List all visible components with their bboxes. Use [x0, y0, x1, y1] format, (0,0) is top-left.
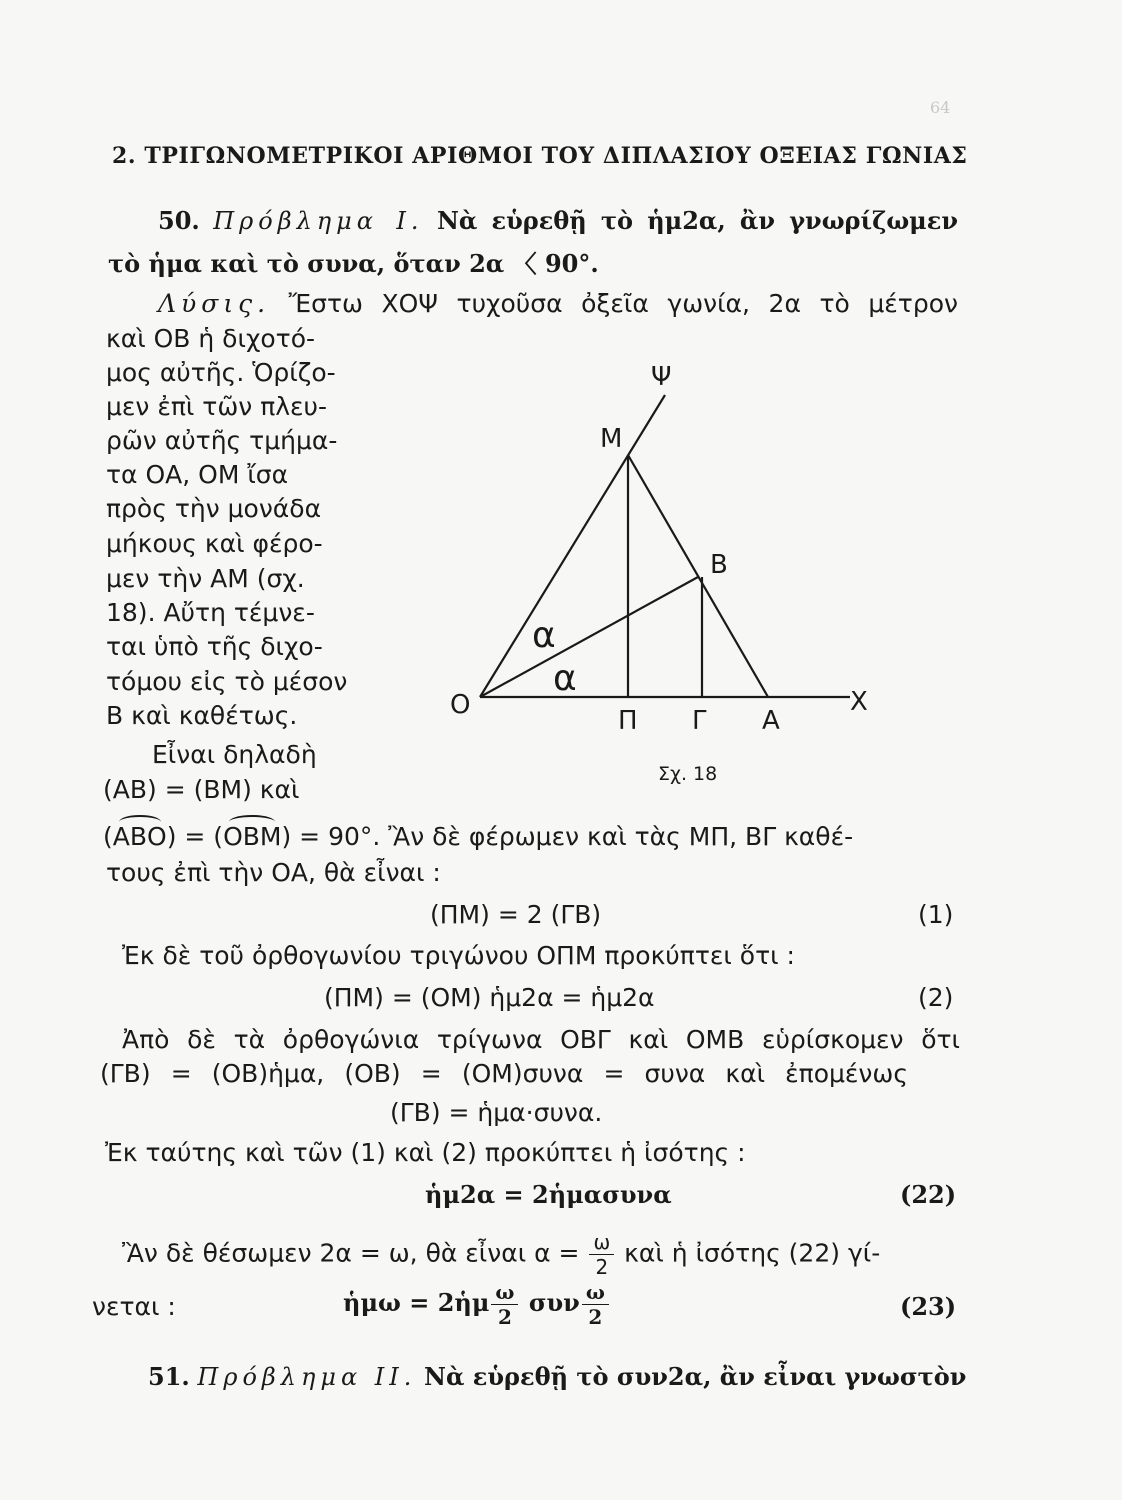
label-alpha-upper: α: [532, 615, 556, 656]
problem-51-label: Πρόβλημα ΙΙ.: [197, 1363, 417, 1391]
problem-50-label: Πρόβλημα Ι.: [213, 207, 424, 235]
label-p: Π: [618, 706, 638, 736]
tautes-line: Ἐκ ταύτης καὶ τῶν (1) καὶ (2) προκύπτει ἡ ἰσότης :: [105, 1138, 746, 1167]
problem-51-line: [148, 1362, 967, 1391]
section-title: 2. ΤΡΙΓΩΝΟΜΕΤΡΙΚΟΙ ΑΡΙΘΜΟΙ ΤΟΥ ΔΙΠΛΑΣΙΟΥ ΟΞΕΙΑΣ ΓΩΝΙΑΣ: [112, 143, 968, 169]
bisector-ob: [480, 577, 698, 697]
problem-50-line2: τὸ ἡμα καὶ τὸ συνα, ὅταν 2α 〈 90°.: [108, 249, 599, 278]
narrow-line: μος αὐτῆς. Ὁρίζο-: [106, 358, 336, 387]
equation-23: ἡμω = 2ἡμ $\frac{\omega}{2}$ συν $\frac{\omega}{2}$: [343, 1282, 611, 1327]
angle-line: (ΑΒΟ) = (ΟΒΜ) = 90°. Ἂν δὲ φέρωμεν καὶ τὰς ΜΠ, ΒΓ καθέ-: [103, 822, 854, 851]
label-a: Α: [762, 706, 780, 736]
equation-23-number: (23): [900, 1292, 957, 1321]
netai-line: νεται :: [92, 1292, 176, 1321]
figure-18: [440, 355, 910, 790]
narrow-line: μεν τὴν ΑΜ (σχ.: [106, 564, 305, 593]
kathetous-line: τους ἐπὶ τὴν ΟΑ, θὰ εἶναι :: [106, 858, 441, 887]
label-o: Ο: [450, 690, 471, 720]
solution-label: Λύσις.: [158, 289, 271, 318]
narrow-line: ρῶν αὐτῆς τμήμα-: [106, 426, 338, 455]
label-alpha-lower: α: [553, 658, 577, 699]
apo-line1: Ἀπὸ δὲ τὰ ὀρθογώνια τρίγωνα ΟΒΓ καὶ ΟΜΒ εὑρίσκομεν ὅτι: [122, 1025, 960, 1054]
ab-bm-line: (ΑΒ) = (ΒΜ) καὶ: [103, 775, 300, 804]
solution-line1: [158, 289, 958, 318]
label-x: Χ: [850, 687, 868, 717]
orthogonal-line: Ἐκ δὲ τοῦ ὀρθογωνίου τριγώνου ΟΠΜ προκύπτει ὅτι :: [122, 941, 795, 970]
angle-obm: ΟΒΜ: [223, 822, 282, 851]
equation-2: (ΠΜ) = (ΟΜ) ἡμ2α = ἡμ2α: [324, 983, 655, 1012]
equation-22: ἡμ2α = 2ἡμασυνα: [425, 1180, 672, 1209]
apo-line2: (ΓΒ) = (ΟΒ)ἡμα, (ΟΒ) = (ΟΜ)συνα = συνα καὶ ἐπομένως: [100, 1059, 908, 1088]
fraction-omega-half: $\frac{\omega}{2}$: [589, 1232, 614, 1277]
narrow-line: ται ὑπὸ τῆς διχο-: [106, 632, 323, 661]
equation-22-number: (22): [900, 1180, 957, 1209]
equation-1: (ΠΜ) = 2 (ΓΒ): [430, 900, 602, 929]
segment-am: [628, 455, 768, 697]
narrow-line: πρὸς τὴν μονάδα: [106, 494, 322, 523]
solution-intro: Ἔστω ΧΟΨ τυχοῦσα ὀξεῖα γωνία, 2α τὸ μέτρον: [288, 289, 958, 318]
figure-caption: Σχ. 18: [658, 763, 718, 785]
narrow-line: τόμου εἰς τὸ μέσον: [106, 667, 348, 696]
narrow-line: μεν ἐπὶ τῶν πλευ-: [106, 392, 328, 421]
an-theswmen-line: Ἂν δὲ θέσωμεν 2α = ω, θὰ εἶναι α = $\frac{\omega}{2}$ καὶ ἡ ἰσότης (22) γί-: [122, 1230, 881, 1279]
problem-51-number: 51.: [148, 1362, 190, 1391]
problem-50-line1: [158, 206, 958, 235]
problem-51-statement: Νὰ εὑρεθῇ τὸ συν2α, ἂν εἶναι γνωστὸν: [424, 1362, 967, 1391]
equation-1-number: (1): [918, 900, 954, 929]
problem-50-statement: Νὰ εὑρεθῇ τὸ ἡμ2α, ἂν γνωρίζωμεν: [436, 206, 958, 235]
einai-line: Εἶναι δηλαδὴ: [152, 740, 317, 769]
page-mark: 64: [930, 98, 951, 117]
narrow-line: καὶ ΟΒ ἡ διχοτό-: [106, 324, 316, 353]
narrow-line: Β καὶ καθέτως.: [106, 701, 298, 730]
label-psi: Ψ: [651, 362, 672, 392]
angle-abo: ΑΒΟ: [112, 822, 167, 851]
fraction-omega-half: $\frac{\omega}{2}$: [491, 1282, 518, 1327]
fraction-omega-half: $\frac{\omega}{2}$: [582, 1282, 609, 1327]
problem-50-number: 50.: [158, 206, 200, 235]
narrow-line: μήκους καὶ φέρο-: [106, 529, 323, 558]
equation-gb: (ΓΒ) = ἡμα·συνα.: [390, 1098, 603, 1127]
label-g: Γ: [692, 706, 707, 736]
label-m: Μ: [600, 424, 623, 454]
equation-2-number: (2): [918, 983, 954, 1012]
label-b: Β: [710, 550, 728, 580]
narrow-line: τα ΟΑ, ΟΜ ἴσα: [106, 460, 289, 489]
ray-opsi: [480, 395, 665, 697]
narrow-line: 18). Αὔτη τέμνε-: [106, 598, 315, 627]
